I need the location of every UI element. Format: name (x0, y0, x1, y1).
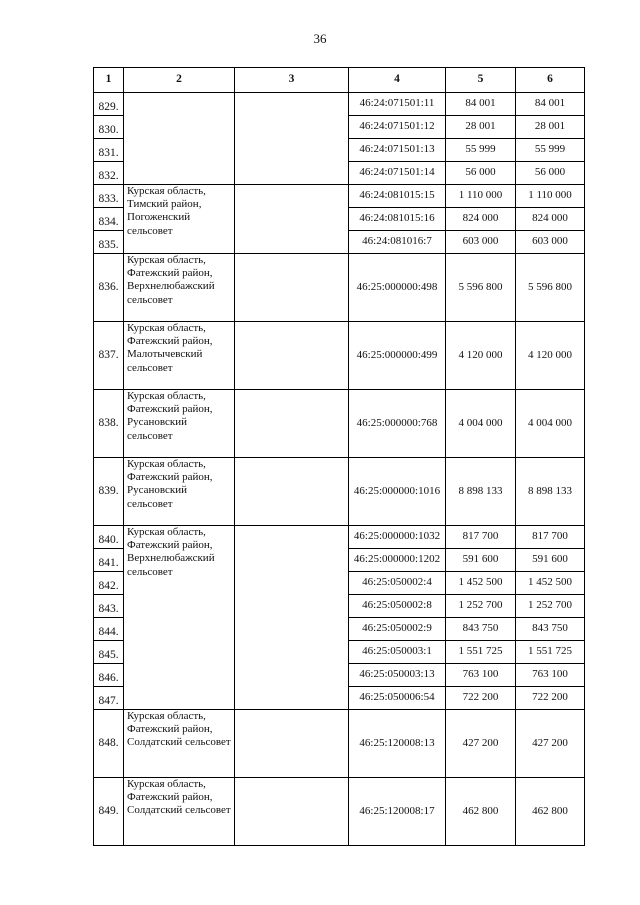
row-number: 831. (94, 139, 124, 162)
value-col-5: 5 596 800 (446, 254, 516, 322)
value-col-6: 817 700 (516, 526, 585, 549)
address-cell: Курская область, Фатежский район, Русановский сельсовет (124, 390, 235, 458)
cadastral-number: 46:25:000000:768 (349, 390, 446, 458)
column-3-cell (235, 322, 349, 390)
header-col-5: 5 (446, 68, 516, 93)
column-3-cell (235, 185, 349, 254)
cadastral-number: 46:25:000000:1202 (349, 549, 446, 572)
table-header-row (94, 68, 585, 93)
cadastral-number: 46:25:050002:4 (349, 572, 446, 595)
table-row (94, 254, 585, 322)
table-row (94, 93, 585, 116)
table-row (94, 458, 585, 526)
value-col-6: 603 000 (516, 231, 585, 254)
value-col-6: 1 252 700 (516, 595, 585, 618)
value-col-5: 84 001 (446, 93, 516, 116)
row-number: 848. (94, 710, 124, 778)
table-row (94, 526, 585, 549)
address-cell: Курская область, Фатежский район, Солдатский сельсовет (124, 710, 235, 778)
column-3-cell (235, 710, 349, 778)
cadastral-number: 46:24:081016:7 (349, 231, 446, 254)
value-col-5: 28 001 (446, 116, 516, 139)
cadastral-number: 46:25:000000:1032 (349, 526, 446, 549)
table-row (94, 185, 585, 208)
row-number: 845. (94, 641, 124, 664)
row-number: 843. (94, 595, 124, 618)
cadastral-number: 46:25:050006:54 (349, 687, 446, 710)
value-col-6: 591 600 (516, 549, 585, 572)
header-col-6: 6 (516, 68, 585, 93)
cadastral-number: 46:25:000000:499 (349, 322, 446, 390)
value-col-5: 603 000 (446, 231, 516, 254)
cadastral-number: 46:25:050003:13 (349, 664, 446, 687)
cadastral-number: 46:25:000000:1016 (349, 458, 446, 526)
value-col-5: 56 000 (446, 162, 516, 185)
cadastral-number: 46:24:071501:11 (349, 93, 446, 116)
value-col-6: 843 750 (516, 618, 585, 641)
value-col-5: 462 800 (446, 778, 516, 846)
address-cell: Курская область, Фатежский район, Малотычевский сельсовет (124, 322, 235, 390)
cadastral-number: 46:24:071501:12 (349, 116, 446, 139)
value-col-5: 1 110 000 (446, 185, 516, 208)
value-col-6: 427 200 (516, 710, 585, 778)
value-col-6: 8 898 133 (516, 458, 585, 526)
value-col-5: 722 200 (446, 687, 516, 710)
row-number: 829. (94, 93, 124, 116)
row-number: 838. (94, 390, 124, 458)
value-col-6: 1 452 500 (516, 572, 585, 595)
value-col-5: 8 898 133 (446, 458, 516, 526)
value-col-5: 55 999 (446, 139, 516, 162)
address-cell: Курская область, Фатежский район, Солдатский сельсовет (124, 778, 235, 846)
value-col-6: 84 001 (516, 93, 585, 116)
row-number: 842. (94, 572, 124, 595)
cadastral-number: 46:25:050002:8 (349, 595, 446, 618)
address-cell: Курская область, Фатежский район, Верхнелюбажский сельсовет (124, 254, 235, 322)
value-col-6: 824 000 (516, 208, 585, 231)
column-3-cell (235, 778, 349, 846)
column-3-cell (235, 526, 349, 710)
value-col-6: 5 596 800 (516, 254, 585, 322)
value-col-6: 4 120 000 (516, 322, 585, 390)
table-row (94, 390, 585, 458)
value-col-6: 763 100 (516, 664, 585, 687)
table-row (94, 322, 585, 390)
cadastral-number: 46:25:120008:13 (349, 710, 446, 778)
page-number: 36 (313, 31, 327, 46)
header-col-1: 1 (94, 68, 124, 93)
value-col-6: 4 004 000 (516, 390, 585, 458)
row-number: 835. (94, 231, 124, 254)
value-col-6: 1 110 000 (516, 185, 585, 208)
value-col-5: 824 000 (446, 208, 516, 231)
row-number: 832. (94, 162, 124, 185)
value-col-6: 56 000 (516, 162, 585, 185)
value-col-5: 1 551 725 (446, 641, 516, 664)
cadastral-number: 46:25:050002:9 (349, 618, 446, 641)
table-row (94, 710, 585, 778)
address-cell: Курская область, Тимский район, Погоженский сельсовет (124, 185, 235, 254)
value-col-6: 55 999 (516, 139, 585, 162)
value-col-6: 1 551 725 (516, 641, 585, 664)
column-3-cell (235, 390, 349, 458)
cadastral-number: 46:24:081015:16 (349, 208, 446, 231)
value-col-5: 4 004 000 (446, 390, 516, 458)
row-number: 849. (94, 778, 124, 846)
value-col-5: 763 100 (446, 664, 516, 687)
column-3-cell (235, 254, 349, 322)
value-col-5: 1 252 700 (446, 595, 516, 618)
cadastral-number: 46:25:050003:1 (349, 641, 446, 664)
cadastral-number: 46:24:081015:15 (349, 185, 446, 208)
row-number: 836. (94, 254, 124, 322)
value-col-5: 1 452 500 (446, 572, 516, 595)
column-3-cell (235, 458, 349, 526)
land-plots-table (93, 67, 585, 846)
row-number: 841. (94, 549, 124, 572)
column-3-cell (235, 93, 349, 185)
value-col-6: 462 800 (516, 778, 585, 846)
value-col-6: 28 001 (516, 116, 585, 139)
row-number: 833. (94, 185, 124, 208)
row-number: 839. (94, 458, 124, 526)
row-number: 847. (94, 687, 124, 710)
value-col-6: 722 200 (516, 687, 585, 710)
header-col-3: 3 (235, 68, 349, 93)
header-col-2: 2 (124, 68, 235, 93)
cadastral-number: 46:24:071501:13 (349, 139, 446, 162)
value-col-5: 591 600 (446, 549, 516, 572)
address-cell (124, 93, 235, 185)
table-row (94, 778, 585, 846)
header-col-4: 4 (349, 68, 446, 93)
value-col-5: 4 120 000 (446, 322, 516, 390)
row-number: 844. (94, 618, 124, 641)
value-col-5: 817 700 (446, 526, 516, 549)
row-number: 846. (94, 664, 124, 687)
cadastral-number: 46:25:000000:498 (349, 254, 446, 322)
value-col-5: 427 200 (446, 710, 516, 778)
address-cell: Курская область, Фатежский район, Верхнелюбажский сельсовет (124, 526, 235, 710)
cadastral-number: 46:24:071501:14 (349, 162, 446, 185)
value-col-5: 843 750 (446, 618, 516, 641)
row-number: 837. (94, 322, 124, 390)
row-number: 840. (94, 526, 124, 549)
cadastral-number: 46:25:120008:17 (349, 778, 446, 846)
row-number: 830. (94, 116, 124, 139)
address-cell: Курская область, Фатежский район, Русановский сельсовет (124, 458, 235, 526)
row-number: 834. (94, 208, 124, 231)
